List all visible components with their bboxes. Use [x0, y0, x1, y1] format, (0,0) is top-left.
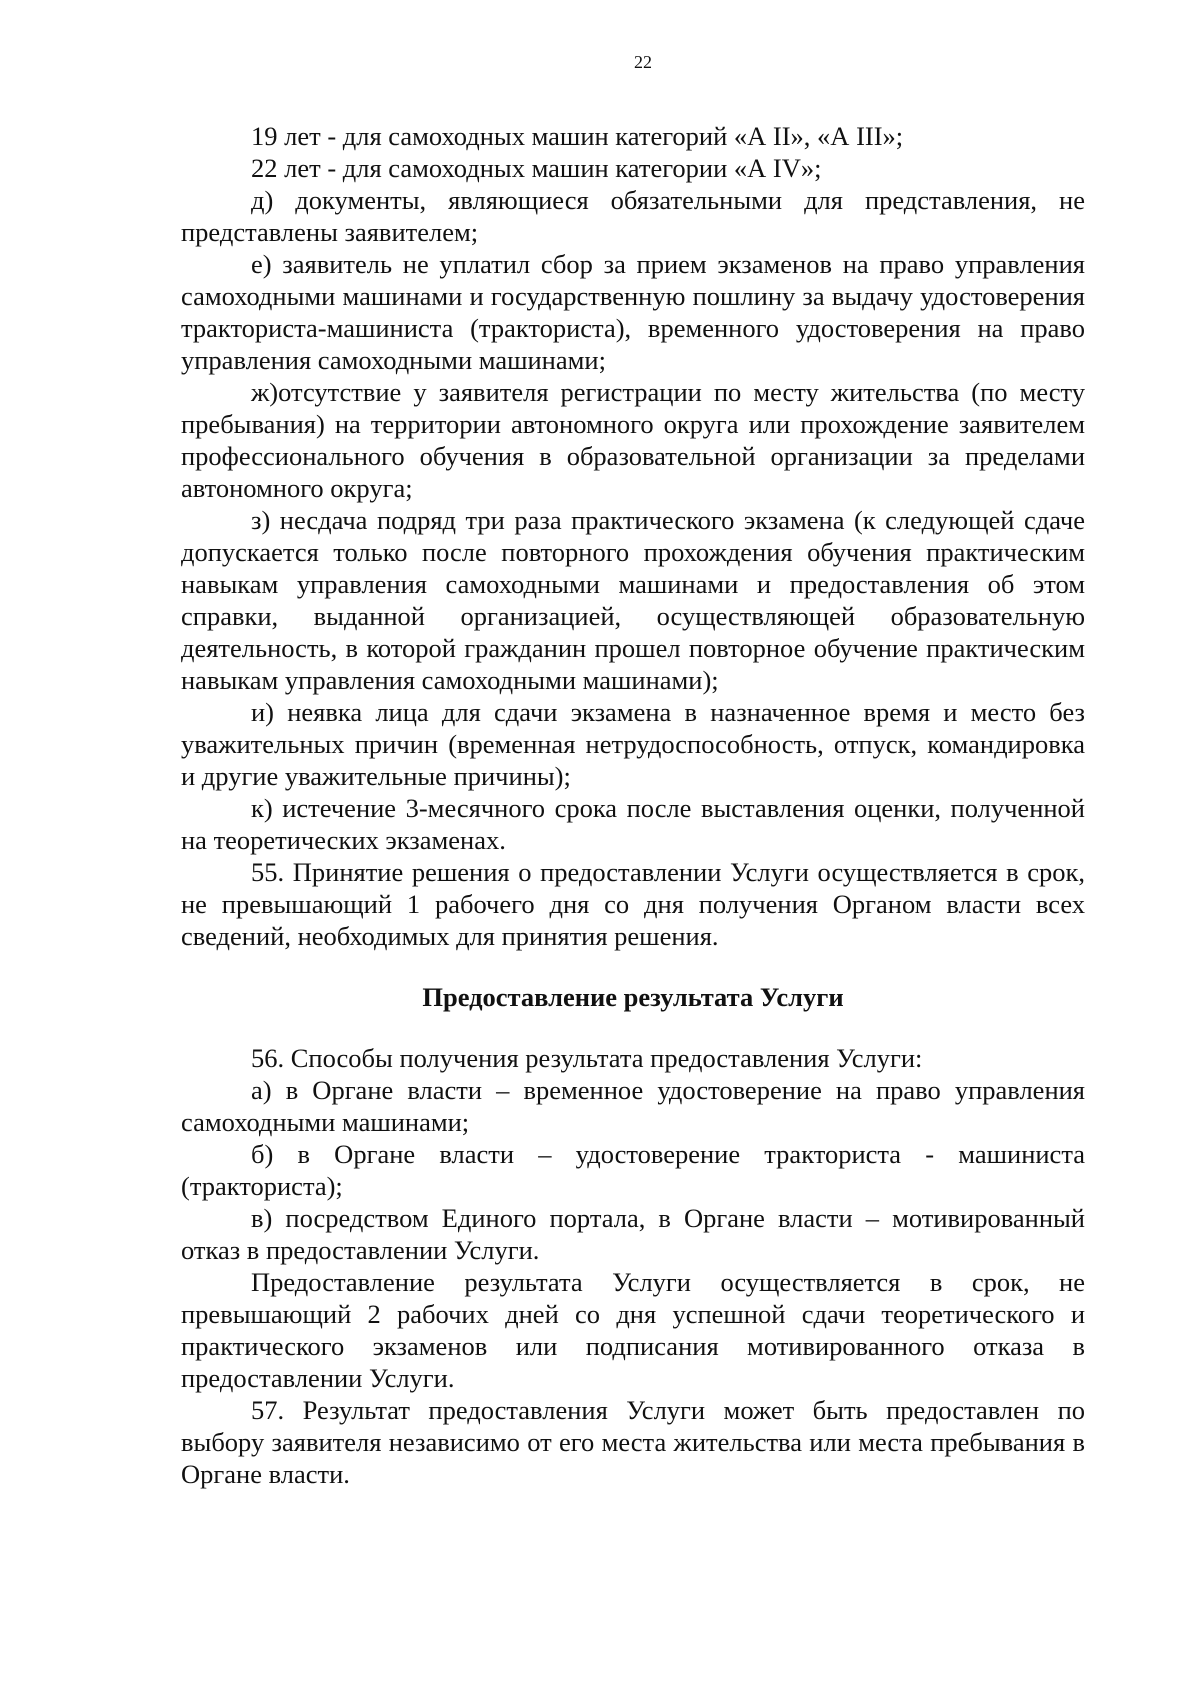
- page-number: 22: [634, 52, 652, 72]
- paragraph-item-i: и) неявка лица для сдачи экзамена в назначенное время и место без уважительных причин (временная нетрудоспособность, отпуск, командировка и другие уважительные причины);: [181, 697, 1085, 791]
- paragraph-result-term: Предоставление результата Услуги осуществляется в срок, не превышающий 2 рабочих дней со дня успешной сдачи теоретического и практического экзаменов или подписания мотивированного отказа в предоставлении Услуги.: [181, 1267, 1085, 1393]
- paragraph-57: 57. Результат предоставления Услуги может быть предоставлен по выбору заявителя независимо от его места жительства или места пребывания в Органе власти.: [181, 1395, 1085, 1489]
- paragraph-56: 56. Способы получения результата предоставления Услуги:: [251, 1043, 923, 1073]
- paragraph-item-z: з) несдача подряд три раза практического экзамена (к следующей сдаче допускается только после повторного прохождения обучения практическим навыкам управления самоходными машинами и предоставления об этом справки, выданной организацией, осуществляющей образовательную деятельность, в которой гражданин прошел повторное обучение практическим навыкам управления самоходными машинами);: [181, 505, 1085, 695]
- paragraph-item-a: а) в Органе власти – временное удостоверение на право управления самоходными машинами;: [181, 1075, 1085, 1137]
- paragraph-item-k: к) истечение 3-месячного срока после выставления оценки, полученной на теоретических экзаменах.: [181, 793, 1085, 855]
- paragraph-item-d: д) документы, являющиеся обязательными для представления, не представлены заявителем;: [181, 185, 1085, 247]
- paragraph-55: 55. Принятие решения о предоставлении Услуги осуществляется в срок, не превышающий 1 рабочего дня со дня получения Органом власти всех сведений, необходимых для принятия решения.: [181, 857, 1085, 951]
- paragraph-item-zh: ж)отсутствие у заявителя регистрации по месту жительства (по месту пребывания) на территории автономного округа или прохождение заявителем профессионального обучения в образовательной организации за пределами автономного округа;: [181, 377, 1085, 503]
- paragraph-age-22: 22 лет - для самоходных машин категории «А IV»;: [251, 153, 822, 183]
- section-title: Предоставление результата Услуги: [422, 982, 844, 1012]
- paragraph-item-v: в) посредством Единого портала, в Органе власти – мотивированный отказ в предоставлении Услуги.: [181, 1203, 1085, 1265]
- paragraph-item-e: е) заявитель не уплатил сбор за прием экзаменов на право управления самоходными машинами и государственную пошлину за выдачу удостоверения тракториста-машиниста (тракториста), временного удостоверения на право управления самоходными машинами;: [181, 249, 1085, 375]
- paragraph-age-19: 19 лет - для самоходных машин категорий «А II», «А III»;: [251, 121, 904, 151]
- paragraph-item-b: б) в Органе власти – удостоверение тракториста - машиниста (тракториста);: [181, 1139, 1085, 1201]
- document-body: [181, 120, 1085, 1490]
